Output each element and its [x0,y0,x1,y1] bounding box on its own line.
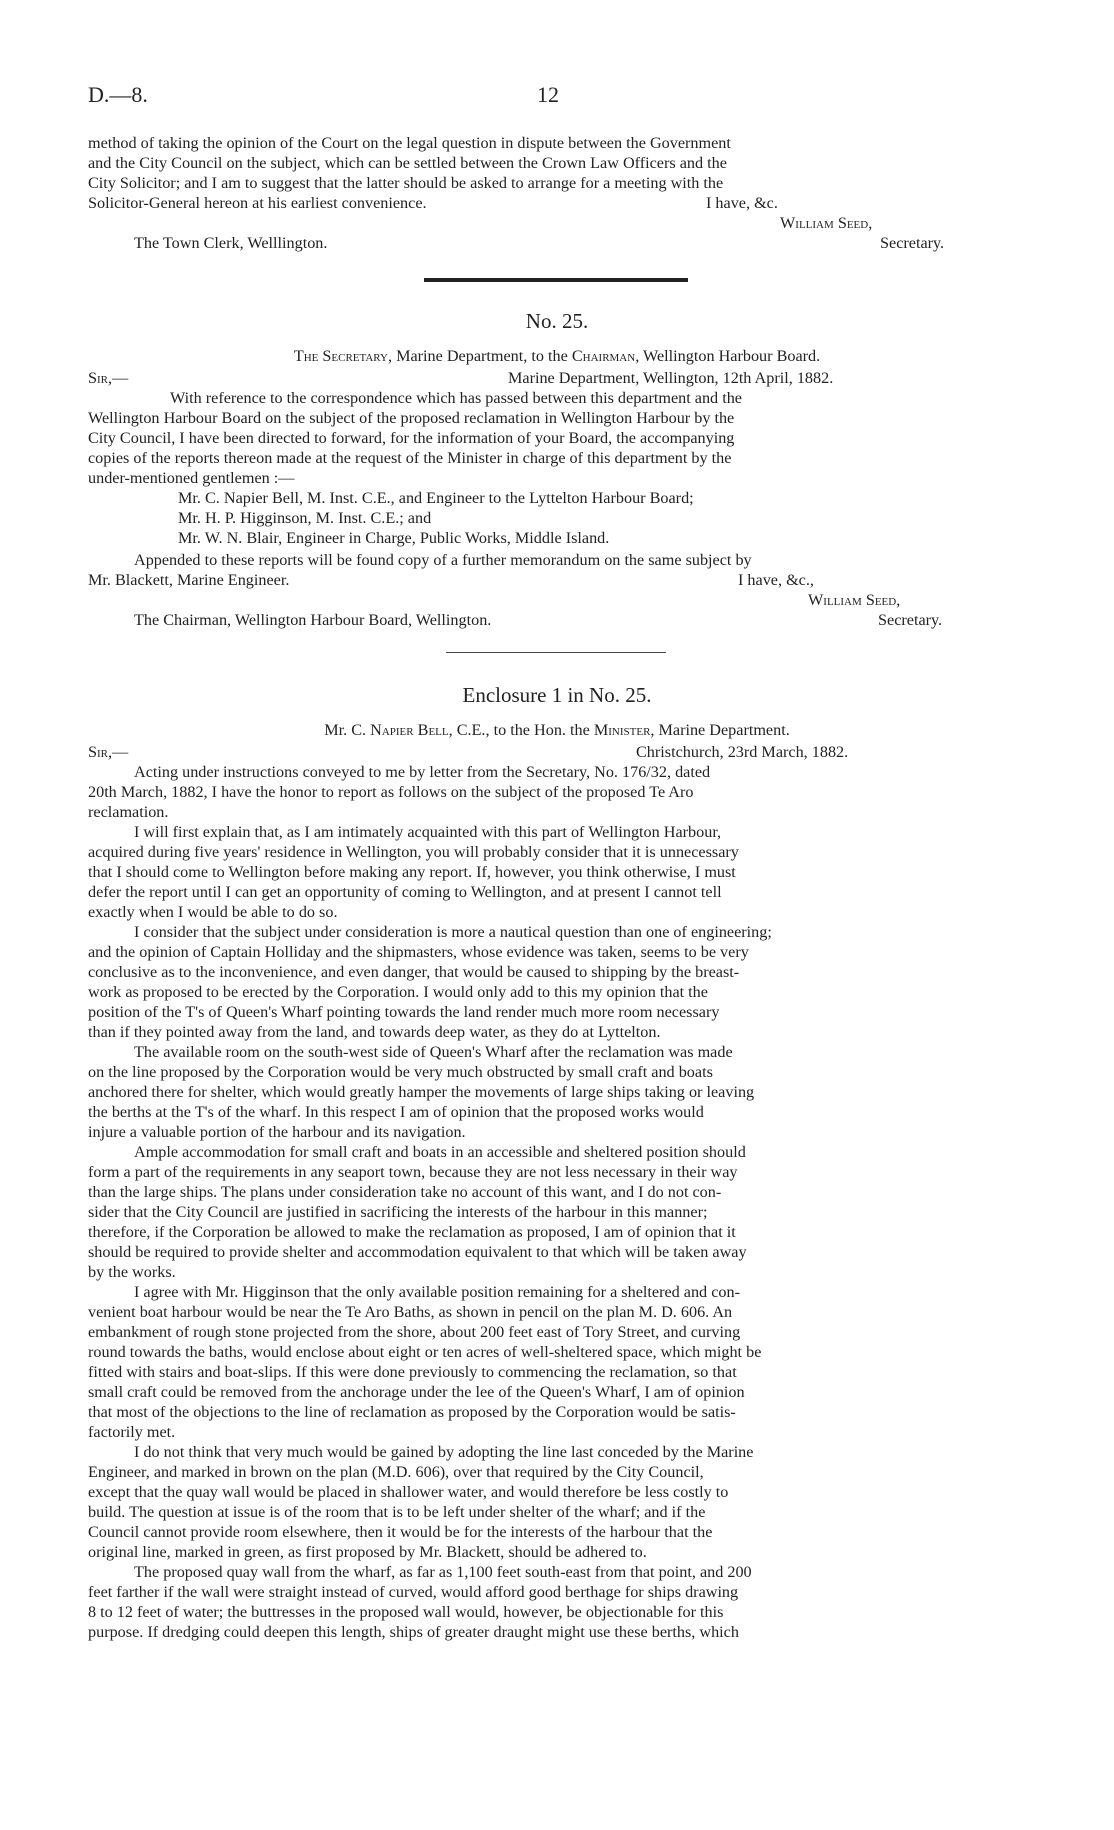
no25-gentleman: Mr. W. N. Blair, Engineer in Charge, Public Works, Middle Island. [178,529,610,547]
intro-line: City Solicitor; and I am to suggest that the latter should be asked to arrange for a meeting with the [88,174,724,192]
enclosure-heading: Mr. C. Napier Bell, C.E., to the Hon. the Minister, Marine Department. [324,721,790,739]
report-line: round towards the baths, would enclose about eight or ten acres of well-sheltered space, which might be [88,1343,762,1361]
intro-line: and the City Council on the subject, which can be settled between the Crown Law Officers and the [88,154,727,172]
report-line: the berths at the T's of the wharf. In this respect I am of opinion that the proposed works would [88,1103,704,1121]
report-line: injure a valuable portion of the harbour and its navigation. [88,1123,466,1141]
report-line: build. The question at issue is of the room that is to be left under shelter of the wharf; and if the [88,1503,706,1521]
no25-gentleman: Mr. H. P. Higginson, M. Inst. C.E.; and [178,509,432,527]
report-line: small craft could be removed from the anchorage under the lee of the Queen's Wharf, I am of opinion [88,1383,745,1401]
report-line: fitted with stairs and boat-slips. If this were done previously to commencing the reclamation, so that [88,1363,737,1381]
report-line: sider that the City Council are justified in sacrificing the interests of the harbour in this manner; [88,1203,708,1221]
report-line: that most of the objections to the line of reclamation as proposed by the Corporation would be satis- [88,1403,736,1421]
section-divider [446,652,666,653]
report-line: I agree with Mr. Higginson that the only available position remaining for a sheltered and con- [134,1283,740,1301]
report-line: 20th March, 1882, I have the honor to report as follows on the subject of the proposed Te Aro [88,783,694,801]
enclosure-place-date: Christchurch, 23rd March, 1882. [636,743,849,761]
report-line: Council cannot provide room elsewhere, then it would be for the interests of the harbour that the [88,1523,713,1541]
section-divider [424,278,688,282]
no25-gentleman: Mr. C. Napier Bell, M. Inst. C.E., and Engineer to the Lyttelton Harbour Board; [178,489,694,507]
report-line: therefore, if the Corporation be allowed to make the reclamation as proposed, I am of opinion that it [88,1223,736,1241]
report-line: defer the report until I can get an opportunity of coming to Wellington, and at present I cannot tell [88,883,722,901]
no25-body-line: City Council, I have been directed to forward, for the information of your Board, the accompanying [88,429,735,447]
report-line: original line, marked in green, as first proposed by Mr. Blackett, should be adhered to. [88,1543,647,1561]
report-line: position of the T's of Queen's Wharf pointing towards the land render much more room necessary [88,1003,720,1021]
report-line: than the large ships. The plans under consideration take no account of this want, and I do not con- [88,1183,722,1201]
report-line: form a part of the requirements in any seaport town, because they are not less necessary in their way [88,1163,738,1181]
report-line: on the line proposed by the Corporation would be very much obstructed by small craft and boats [88,1063,713,1081]
report-line: Ample accommodation for small craft and boats in an accessible and sheltered position should [134,1143,746,1161]
no25-place-date: Marine Department, Wellington, 12th April, 1882. [508,369,834,387]
no25-body-line: Wellington Harbour Board on the subject of the proposed reclamation in Wellington Harbour by the [88,409,735,427]
report-line: Acting under instructions conveyed to me by letter from the Secretary, No. 176/32, dated [134,763,711,781]
no25-closing: I have, &c., [738,571,814,589]
intro-closing: I have, &c. [706,194,778,212]
intro-line: method of taking the opinion of the Court on the legal question in dispute between the Government [88,134,731,152]
no25-appended-line: Mr. Blackett, Marine Engineer. [88,571,290,589]
no25-body-line: copies of the reports thereon made at the request of the Minister in charge of this department by the [88,449,732,467]
report-line: I do not think that very much would be gained by adopting the line last conceded by the Marine [134,1443,754,1461]
report-line: I consider that the subject under consideration is more a nautical question than one of engineering; [134,923,772,941]
document-reference: D.—8. [88,82,148,107]
no25-body-line: With reference to the correspondence which has passed between this department and the [170,389,742,407]
enclosure-title: Enclosure 1 in No. 25. [462,683,652,707]
intro-line: Solicitor-General hereon at his earliest convenience. [88,194,427,212]
report-line: The proposed quay wall from the wharf, as far as 1,100 feet south-east from that point, and 200 [134,1563,752,1581]
enclosure-salutation: Sir,— [88,743,129,761]
intro-addressee: The Town Clerk, Welllington. [134,234,328,252]
intro-signature-title: Secretary. [880,234,945,252]
report-line: purpose. If dredging could deepen this length, ships of greater draught might use these berths, which [88,1623,739,1641]
page-number: 12 [537,82,559,107]
report-line: feet farther if the wall were straight instead of curved, would afford good berthage for ships drawing [88,1583,739,1601]
no25-title: No. 25. [525,309,589,333]
no25-addressee: The Chairman, Wellington Harbour Board, Wellington. [134,611,492,629]
no25-signature-title: Secretary. [878,611,943,629]
report-line: that I should come to Wellington before making any report. If, however, you think otherwise, I must [88,863,736,881]
no25-signature-name: William Seed, [808,591,901,609]
report-line: reclamation. [88,803,169,821]
no25-salutation: Sir,— [88,369,129,387]
report-line: I will first explain that, as I am intimately acquainted with this part of Wellington Harbour, [134,823,722,841]
report-line: exactly when I would be able to do so. [88,903,338,921]
report-line: anchored there for shelter, which would greatly hamper the movements of large ships taking or leaving [88,1083,755,1101]
report-line: conclusive as to the inconvenience, and even danger, that would be caused to shipping by the breast- [88,963,740,981]
report-line: 8 to 12 feet of water; the buttresses in the proposed wall would, however, be objectionable for this [88,1603,724,1621]
report-line: embankment of rough stone projected from the shore, about 200 feet east of Tory Street, and curving [88,1323,741,1341]
report-line: except that the quay wall would be placed in shallower water, and would therefore be less costly to [88,1483,729,1501]
report-line: Engineer, and marked in brown on the plan (M.D. 606), over that required by the City Council, [88,1463,704,1481]
report-line: work as proposed to be erected by the Corporation. I would only add to this my opinion that the [88,983,708,1001]
report-line: acquired during five years' residence in Wellington, you will probably consider that it is unnecessary [88,843,739,861]
no25-heading: The Secretary, Marine Department, to the Chairman, Wellington Harbour Board. [293,347,821,365]
report-line: The available room on the south-west side of Queen's Wharf after the reclamation was made [134,1043,733,1061]
report-line: by the works. [88,1263,176,1281]
report-line: should be required to provide shelter and accommodation equivalent to that which will be taken away [88,1243,747,1261]
report-line: factorily met. [88,1423,176,1441]
report-line: than if they pointed away from the land, and towards deep water, as they do at Lyttelton. [88,1023,661,1041]
no25-body-line: under-mentioned gentlemen :— [88,469,295,487]
report-line: and the opinion of Captain Holliday and the shipmasters, whose evidence was taken, seems to be very [88,943,749,961]
intro-signature-name: William Seed, [780,214,873,232]
report-line: venient boat harbour would be near the Te Aro Baths, as shown in pencil on the plan M. D. 606. An [88,1303,733,1321]
no25-appended-line: Appended to these reports will be found copy of a further memorandum on the same subject by [134,551,752,569]
